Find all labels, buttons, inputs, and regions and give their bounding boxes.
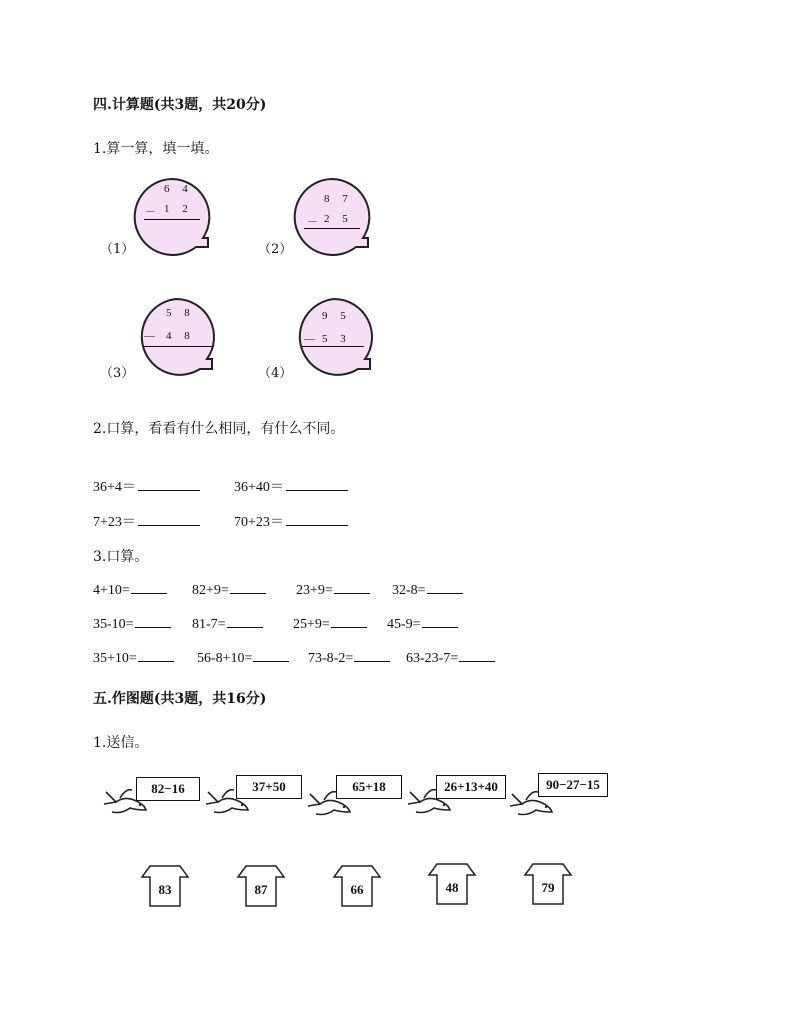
answer-blank[interactable] xyxy=(138,513,200,526)
answer-blank[interactable] xyxy=(131,581,167,594)
mental-math-item xyxy=(234,476,348,496)
mental-math-item xyxy=(392,581,463,599)
equation-text: 32-8= xyxy=(392,583,426,598)
answer-blank[interactable] xyxy=(138,649,174,662)
subtraction-bubble-1 xyxy=(100,176,230,256)
equation-text: 35+10= xyxy=(93,651,137,666)
answer-blank[interactable] xyxy=(230,581,266,594)
answer-blank[interactable] xyxy=(331,615,367,628)
answer-line xyxy=(144,219,200,220)
equation-text: 36+40＝ xyxy=(234,480,284,495)
mental-math-item xyxy=(406,649,495,667)
house[interactable] xyxy=(427,862,477,906)
answer-blank[interactable] xyxy=(253,649,289,662)
mental-math-item xyxy=(192,581,266,599)
subtrahend: 1 2 xyxy=(164,203,193,215)
letter-expression[interactable]: 26+13+40 xyxy=(436,775,506,799)
house-number: 48 xyxy=(445,880,459,895)
equation-text: 7+23＝ xyxy=(93,515,136,530)
subtraction-bubble-4 xyxy=(258,296,388,380)
answer-blank[interactable] xyxy=(354,649,390,662)
letter-expression[interactable]: 37+50 xyxy=(236,775,302,799)
mental-math-item xyxy=(387,615,458,633)
question-1-prompt: 1.算一算，填一填。 xyxy=(93,141,219,157)
house-number: 87 xyxy=(254,882,268,897)
house-number: 79 xyxy=(541,880,555,895)
answer-blank[interactable] xyxy=(422,615,458,628)
house[interactable] xyxy=(332,864,382,908)
answer-blank[interactable] xyxy=(334,581,370,594)
subtrahend: 5 3 xyxy=(322,333,351,345)
mental-math-item xyxy=(93,649,174,667)
answer-blank[interactable] xyxy=(427,581,463,594)
answer-line xyxy=(302,346,364,347)
equation-text: 45-9= xyxy=(387,617,421,632)
letter-expression[interactable]: 82−16 xyxy=(136,777,200,801)
mental-math-item xyxy=(296,581,370,599)
equation-text: 56-8+10= xyxy=(197,651,253,666)
letter-expression[interactable]: 65+18 xyxy=(336,775,402,799)
question-2-prompt: 2.口算，看看有什么相同，有什么不同。 xyxy=(93,421,345,437)
equation-text: 73-8-2= xyxy=(308,651,354,666)
answer-blank[interactable] xyxy=(459,649,495,662)
mental-math-item xyxy=(234,511,348,531)
subtrahend: 2 5 xyxy=(324,213,353,225)
equation-text: 82+9= xyxy=(192,583,229,598)
minuend: 6 4 xyxy=(164,183,193,195)
question-3-prompt: 3.口算。 xyxy=(93,549,149,565)
equation-text: 23+9= xyxy=(296,583,333,598)
section-5-question-1-prompt: 1.送信。 xyxy=(93,735,149,751)
mental-math-item xyxy=(93,476,200,496)
equation-text: 63-23-7= xyxy=(406,651,459,666)
answer-line xyxy=(304,228,360,229)
mental-math-item xyxy=(93,581,167,599)
minuend: 9 5 xyxy=(322,310,351,322)
equation-text: 35-10= xyxy=(93,617,134,632)
mental-math-item xyxy=(93,615,171,633)
mental-math-item xyxy=(192,615,263,633)
minus-sign: － xyxy=(145,206,156,218)
problem-label: （4） xyxy=(258,366,293,381)
subtrahend: 4 8 xyxy=(166,330,195,342)
problem-label: （2） xyxy=(258,242,293,257)
answer-line xyxy=(144,346,214,347)
minus-sign: — xyxy=(304,333,315,345)
minuend: 8 7 xyxy=(324,193,353,205)
equation-text: 81-7= xyxy=(192,617,226,632)
minus-sign: － xyxy=(307,216,318,228)
letter-expression[interactable]: 90−27−15 xyxy=(538,773,608,797)
section-5-title: 五.作图题(共3题，共16分) xyxy=(93,691,267,707)
mental-math-item xyxy=(197,649,289,667)
mental-math-item xyxy=(293,615,367,633)
problem-label: （3） xyxy=(100,366,135,381)
mental-math-item xyxy=(308,649,390,667)
house-number: 66 xyxy=(350,882,364,897)
house[interactable] xyxy=(140,864,190,908)
house-number: 83 xyxy=(158,882,172,897)
answer-blank[interactable] xyxy=(286,513,348,526)
problem-label: （1） xyxy=(100,242,135,257)
house[interactable] xyxy=(523,862,573,906)
minus-sign: — xyxy=(144,330,155,342)
equation-text: 4+10= xyxy=(93,583,130,598)
subtraction-bubble-3 xyxy=(100,296,230,380)
equation-text: 25+9= xyxy=(293,617,330,632)
answer-blank[interactable] xyxy=(227,615,263,628)
subtraction-bubble-2 xyxy=(258,176,388,256)
house[interactable] xyxy=(236,864,286,908)
section-4-title: 四.计算题(共3题，共20分) xyxy=(93,97,267,113)
answer-blank[interactable] xyxy=(138,478,200,491)
mental-math-item xyxy=(93,511,200,531)
minuend: 5 8 xyxy=(166,307,195,319)
answer-blank[interactable] xyxy=(135,615,171,628)
answer-blank[interactable] xyxy=(286,478,348,491)
equation-text: 70+23＝ xyxy=(234,515,284,530)
equation-text: 36+4＝ xyxy=(93,480,136,495)
